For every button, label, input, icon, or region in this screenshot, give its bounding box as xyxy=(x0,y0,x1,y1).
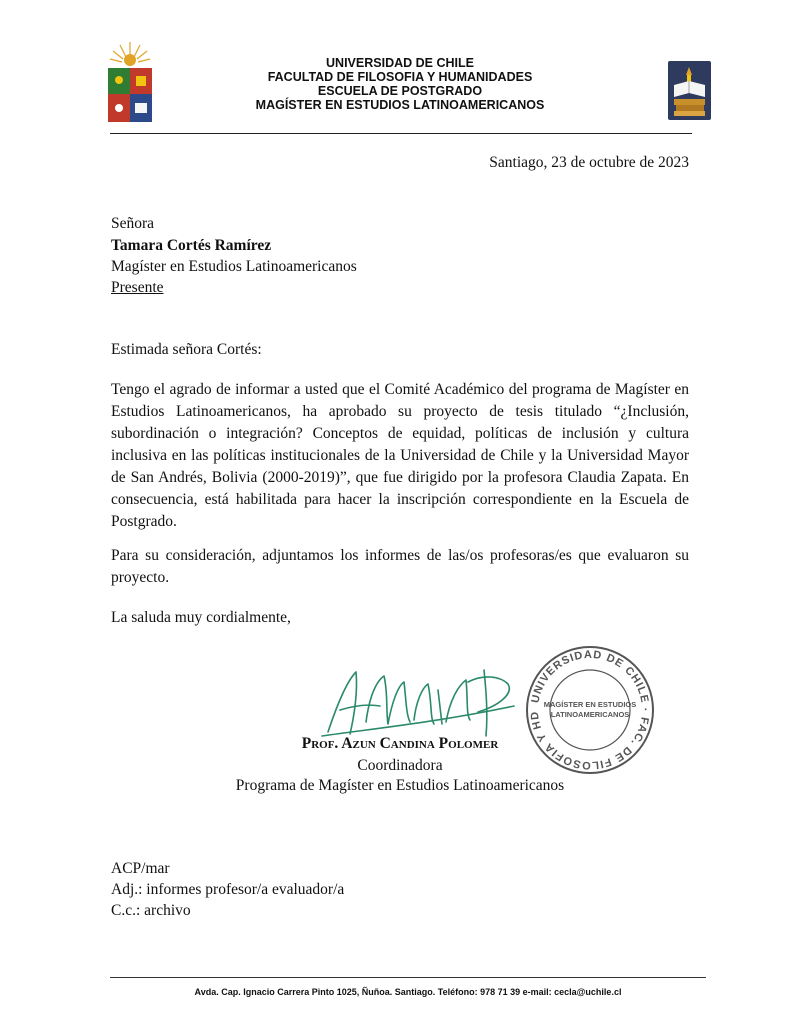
footer-divider xyxy=(110,977,706,978)
recipient-name: Tamara Cortés Ramírez xyxy=(111,237,272,254)
signatory-name: Prof. Azun Candina Polomer xyxy=(301,735,499,752)
ref-initials: ACP/mar xyxy=(111,860,170,877)
header-faculty: FACULTAD DE FILOSOFIA Y HUMANIDADES xyxy=(267,70,533,84)
stamp-ring-text: UNIVERSIDAD DE CHILE · FAC. DE FILOSOFIA Y HD xyxy=(528,648,652,772)
signatory-program: Programa de Magíster en Estudios Latinoamericanos xyxy=(235,777,565,794)
header-program: MAGÍSTER EN ESTUDIOS LATINOAMERICANOS xyxy=(255,98,545,112)
recipient-salutation: Señora xyxy=(111,215,155,232)
closing-line: La saluda muy cordialmente, xyxy=(111,609,291,626)
stamp-center-line2: LATINOAMERICANOS xyxy=(550,710,630,719)
body-paragraph-2: Para su consideración, adjuntamos los informes de las/os profesoras/es que evaluaron su proyecto. xyxy=(111,547,689,586)
ref-attachments: Adj.: informes profesor/a evaluador/a xyxy=(111,881,345,898)
faculty-book-logo xyxy=(668,61,711,120)
header-divider xyxy=(110,133,692,134)
handwritten-signature xyxy=(318,662,518,744)
header-school: ESCUELA DE POSTGRADO xyxy=(317,84,483,98)
ref-cc: C.c.: archivo xyxy=(111,902,191,919)
recipient-presente: Presente xyxy=(111,279,164,296)
letter-date: Santiago, 23 de octubre de 2023 xyxy=(489,154,689,171)
recipient-program: Magíster en Estudios Latinoamericanos xyxy=(111,258,357,275)
body-paragraph-1: Tengo el agrado de informar a usted que el Comité Académico del programa de Magíster en Estudios Latinoamericanos, ha aprobado su proyecto de tesis titulado “¿Inclusión, subordinación o integración? Conceptos de equidad, políticas de inclusión y cultura inclusiva en las políticas institucionales de la Universidad de Chile y la Universidad Mayor de San Andrés, Bolivia (2000-2019)”, que fue dirigido por la profesora Claudia Zapata. En consecuencia, está habilitada para hacer la inscripción correspondiente en la Escuela de Postgrado. xyxy=(111,381,689,530)
letter-greeting: Estimada señora Cortés: xyxy=(111,341,262,358)
stamp-center-line1: MAGÍSTER EN ESTUDIOS xyxy=(543,700,637,709)
footer-address: Avda. Cap. Ignacio Carrera Pinto 1025, Ñuñoa. Santiago. Teléfono: 978 71 39 e-mail: cecla@uchile.cl xyxy=(194,987,622,997)
signatory-role: Coordinadora xyxy=(357,757,443,774)
header-university: UNIVERSIDAD DE CHILE xyxy=(326,56,474,70)
